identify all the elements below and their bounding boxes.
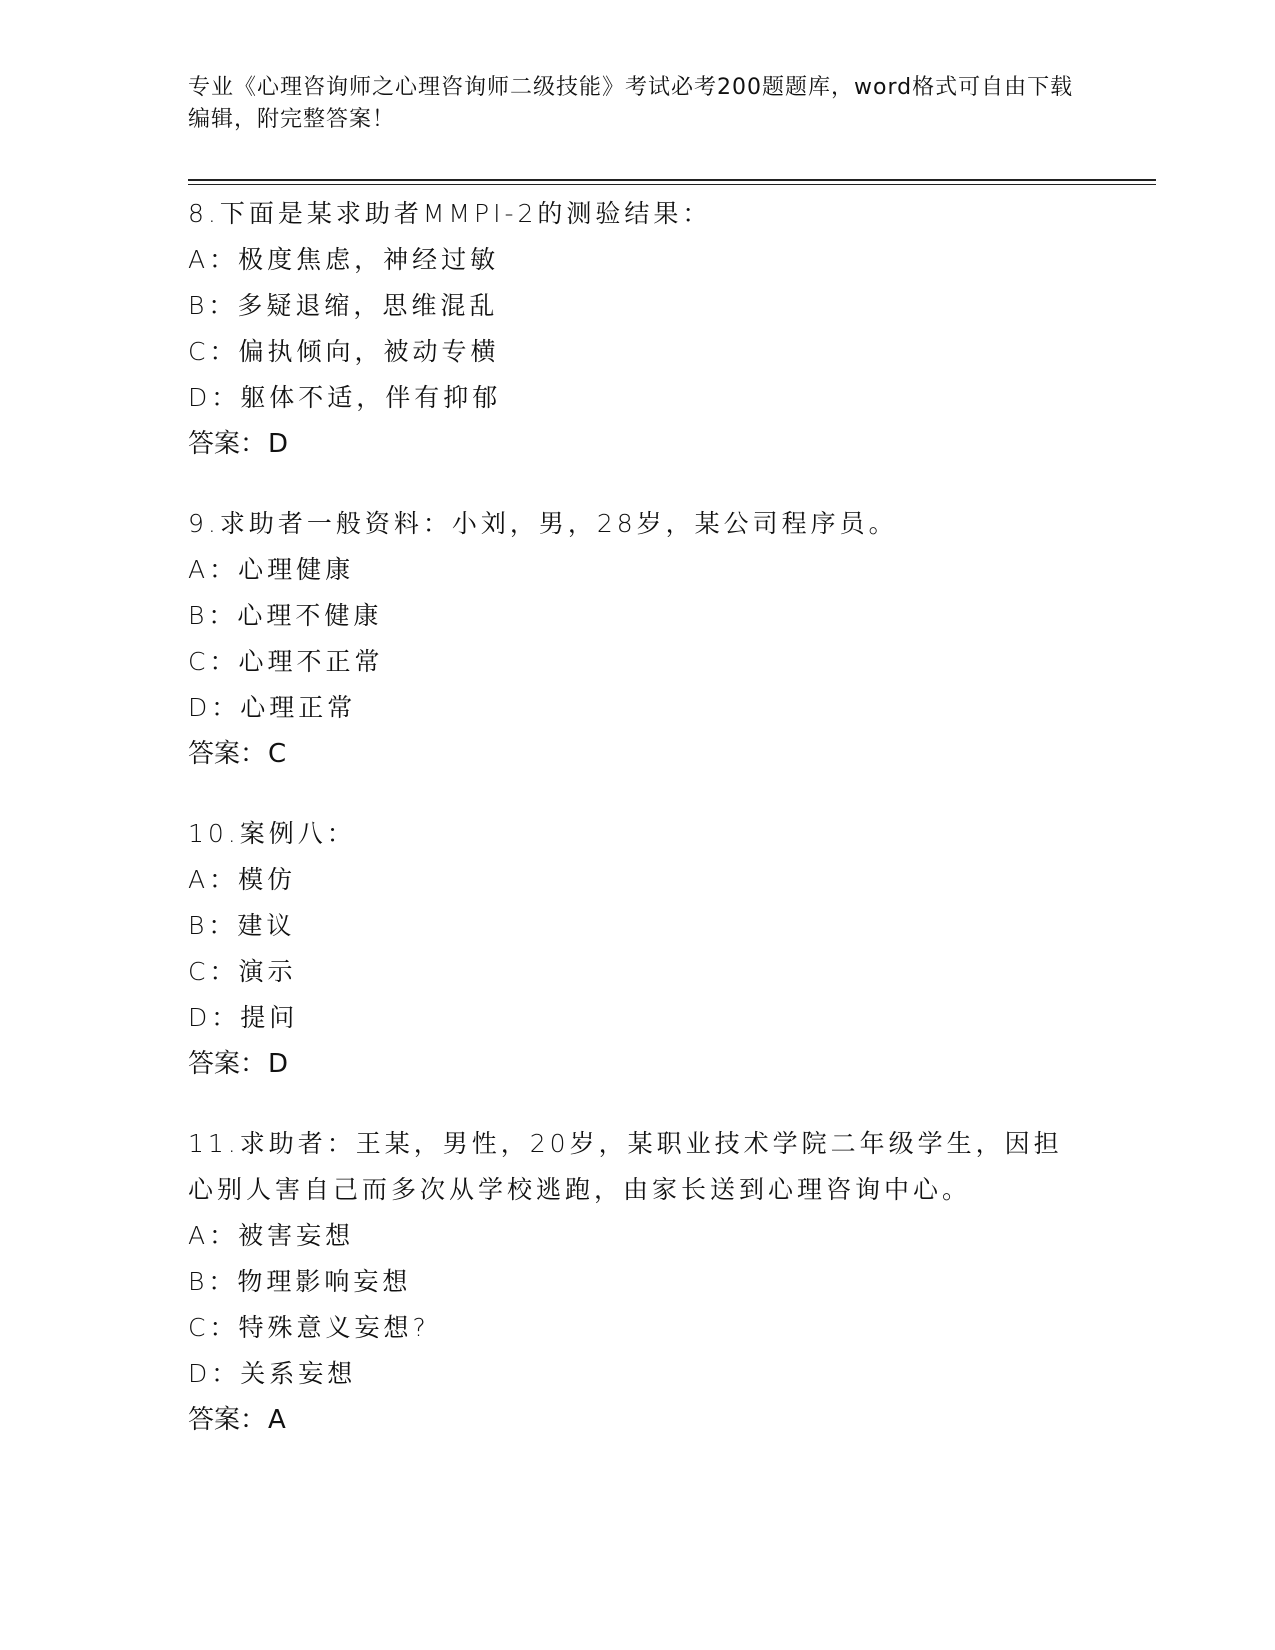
answer-line bbox=[188, 1397, 1088, 1443]
option-c: C：演示 bbox=[188, 957, 297, 986]
question-10 bbox=[188, 811, 1088, 1087]
option-a: A：心理健康 bbox=[188, 555, 355, 584]
header-divider-thin bbox=[188, 184, 1156, 185]
option-c: C：特殊意义妄想? bbox=[188, 1313, 430, 1342]
answer-label: 答案： bbox=[188, 739, 267, 769]
answer-value: A bbox=[268, 1405, 286, 1435]
option-a: A：模仿 bbox=[188, 865, 297, 894]
answer-line bbox=[188, 731, 1088, 777]
option-d: D：提问 bbox=[188, 1003, 299, 1032]
answer-label: 答案： bbox=[188, 1405, 267, 1435]
answer-value: C bbox=[268, 739, 287, 769]
option-b: B：物理影响妄想 bbox=[188, 1267, 412, 1296]
answer-line bbox=[188, 421, 1088, 467]
question-stem: 11.求助者：王某，男性，20岁，某职业技术学院二年级学生，因担心别人害自己而多次从学校逃跑，由家长送到心理咨询中心。 bbox=[188, 1129, 1063, 1204]
question-list bbox=[188, 191, 1088, 1477]
option-d: D：心理正常 bbox=[188, 693, 357, 722]
question-stem: 10.案例八： bbox=[188, 819, 356, 848]
option-d: D：关系妄想 bbox=[188, 1359, 357, 1388]
question-11 bbox=[188, 1121, 1088, 1443]
answer-label: 答案： bbox=[188, 429, 267, 459]
option-d: D：躯体不适，伴有抑郁 bbox=[188, 383, 502, 412]
option-c: C：心理不正常 bbox=[188, 647, 384, 676]
document-header: 专业《心理咨询师之心理咨询师二级技能》考试必考200题题库，word格式可自由下载编辑，附完整答案！ bbox=[188, 75, 1074, 132]
option-a: A：极度焦虑，神经过敏 bbox=[188, 245, 500, 274]
question-9 bbox=[188, 501, 1088, 777]
answer-line bbox=[188, 1041, 1088, 1087]
option-a: A：被害妄想 bbox=[188, 1221, 355, 1250]
answer-value: D bbox=[268, 1049, 289, 1079]
option-b: B：建议 bbox=[188, 911, 296, 940]
question-8 bbox=[188, 191, 1088, 467]
option-b: B：心理不健康 bbox=[188, 601, 383, 630]
question-stem: 9.求助者一般资料：小刘，男，28岁，某公司程序员。 bbox=[188, 509, 898, 538]
answer-label: 答案： bbox=[188, 1049, 267, 1079]
option-b: B：多疑退缩，思维混乱 bbox=[188, 291, 499, 320]
question-stem: 8.下面是某求助者MMPI-2的测验结果： bbox=[188, 199, 712, 228]
answer-value: D bbox=[268, 429, 289, 459]
option-c: C：偏执倾向，被动专横 bbox=[188, 337, 500, 366]
header-divider-thick bbox=[188, 179, 1156, 181]
